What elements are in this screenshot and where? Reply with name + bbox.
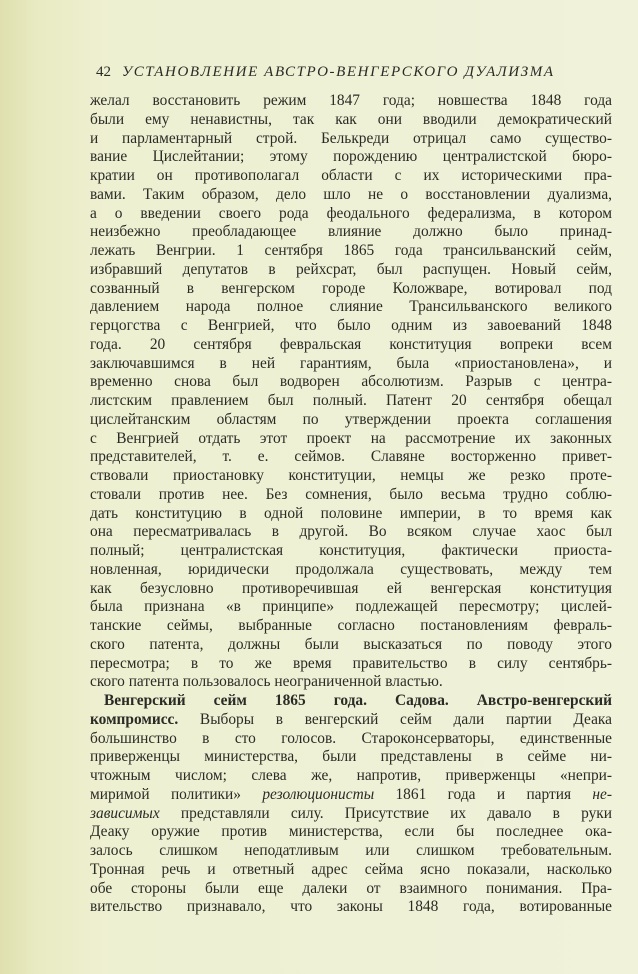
text-line [90,598,612,617]
text-line [90,111,612,130]
text-run: чтожным числом; слева же, напротив, приверженцы «непри- [90,767,612,784]
text-line [90,186,612,205]
running-header [90,64,612,84]
text-line [90,373,612,392]
text-line [90,711,612,730]
text-line [90,673,612,692]
text-run: большинство в сто голосов. Староконсерваторы, единственные [90,729,612,747]
text-line [90,898,612,917]
text-run: года. 20 сентября февральская конституция вопреки всем [90,335,612,353]
text-line [90,430,612,449]
text-run: вительство признавало, что законы 1848 года, вотированные [90,898,612,916]
text-line [90,167,612,186]
text-run: танские сеймы, выбранные согласно постановлениям февраль- [90,617,612,634]
text-line [90,298,612,317]
text-run: давлением народа полное слияние Трансильванского великого [90,298,612,316]
italic-text: не- [592,785,612,803]
text-line [90,261,612,280]
text-run: ствовали приостановку конституции, немцы же резко проте- [90,467,612,484]
text-line [90,242,612,261]
text-run: стовали против нее. Без сомнения, было весьма трудно соблю- [90,485,612,503]
text-line [90,730,612,749]
text-run: обе стороны были еще далеки от взаимного понимания. Пра- [90,879,612,897]
text-run: миримой политики» [90,785,263,803]
text-line [90,523,612,542]
text-line [90,336,612,355]
text-run: неизбежно преобладающее влияние должно было принад- [90,223,612,241]
text-run: цислейтанским областям по утверждении проекта соглашения [90,410,612,428]
text-line [90,130,612,149]
text-line [90,861,612,880]
text-run: ского патента, должны были высказаться по поводу этого [90,635,612,653]
text-run: созванный в венгерском городе Коложваре, вотировал под [90,279,612,297]
text-run: приверженцы министерства, были представлены в сейме ни- [90,748,612,766]
text-line [90,448,612,467]
text-line [90,392,612,411]
text-run: вами. Таким образом, дело шло не о восстановлении дуализма, [90,185,612,203]
text-run: как безусловно противоречившая ей венгерская конституция [90,579,612,597]
text-line [90,823,612,842]
text-run: Тронная речь и ответный адрес сейма ясно показали, насколько [90,860,612,878]
running-title: УСТАНОВЛЕНИЕ АВСТРО-ВЕНГЕРСКОГО ДУАЛИЗМА [122,64,555,80]
text-line [90,92,612,111]
text-line [90,486,612,505]
text-line [90,880,612,899]
text-line [90,355,612,374]
text-line [90,148,612,167]
italic-text: резолюционисты [262,785,375,803]
text-line [90,748,612,767]
text-run: Деаку оружие против министерства, если бы последнее ока- [90,823,612,841]
text-run: 1861 года и партия [374,785,593,803]
text-run: желал восстановить режим 1847 года; новшества 1848 года [90,92,612,109]
text-line [90,467,612,486]
text-run: новленная, юридически продолжала существовать, между тем [90,560,612,578]
body-text [90,92,612,917]
text-run: с Венгрией отдать этот проект на рассмотрение их законных [90,429,612,447]
section-heading-line [90,692,612,711]
text-line [90,561,612,580]
text-run: пересмотра; в то же время правительство в силу сентябрь- [90,654,612,672]
text-run: представляли силу. Присутствие их давало в руки [159,804,612,822]
text-line [90,411,612,430]
text-run: были ему ненавистны, так как они вводили демократический [90,110,612,128]
text-line [90,636,612,655]
text-run: избравший депутатов в рейхсрат, был распущен. Новый сейм, [90,260,612,278]
bold-heading-text: Венгерский сейм 1865 года. Садова. Австро-венгерский [104,692,612,709]
text-line [90,786,612,805]
bold-heading-text: компромисс. [90,710,179,728]
text-run: кратии он противополагал области с их историческими пра- [90,167,612,184]
text-run: Выборы в венгерский сейм дали партии Деака [178,710,612,728]
text-run: заключавшимся в ней гарантиям, была «приостановлена», и [90,354,612,372]
text-run: а о введении своего рода феодального федерализма, в котором [90,204,612,222]
text-line [90,505,612,524]
text-line [90,317,612,336]
text-line [90,805,612,824]
text-run: вание Цислейтании; этому порождению централистской бюро- [90,148,612,166]
text-run: дать конституцию в одной половине империи, в то время как [90,504,612,522]
text-run: герцогства с Венгрией, что было одним из завоеваний 1848 [90,317,612,334]
text-run: ского патента пользовалось неограниченной властью. [90,673,443,691]
text-line [90,280,612,299]
italic-text: зависимых [90,804,160,822]
text-run: она пересматривалась в другой. Во всяком случае хаос был [90,523,612,541]
text-line [90,205,612,224]
text-run: была признана «в принципе» подлежащей пересмотру; цислей- [90,598,612,616]
text-line [90,580,612,599]
text-run: полный; централистская конституция, фактически приоста- [90,542,612,559]
text-run: временно снова был водворен абсолютизм. Разрыв с центра- [90,373,612,391]
text-line [90,542,612,561]
text-line [90,767,612,786]
text-run: залось слишком неподатливым или слишком требовательным. [90,842,612,859]
page-number: 42 [96,64,111,80]
text-line [90,617,612,636]
text-line [90,842,612,861]
text-run: и парламентарный строй. Белькреди отрицал само существо- [90,129,612,147]
text-run: лежать Венгрии. 1 сентября 1865 года трансильванский сейм, [90,242,612,259]
text-line [90,655,612,674]
text-line [90,223,612,242]
text-run: листским правлением был полный. Патент 20 сентября обещал [90,392,612,409]
text-run: представителей, т. е. сеймов. Славяне восторженно привет- [90,448,612,466]
